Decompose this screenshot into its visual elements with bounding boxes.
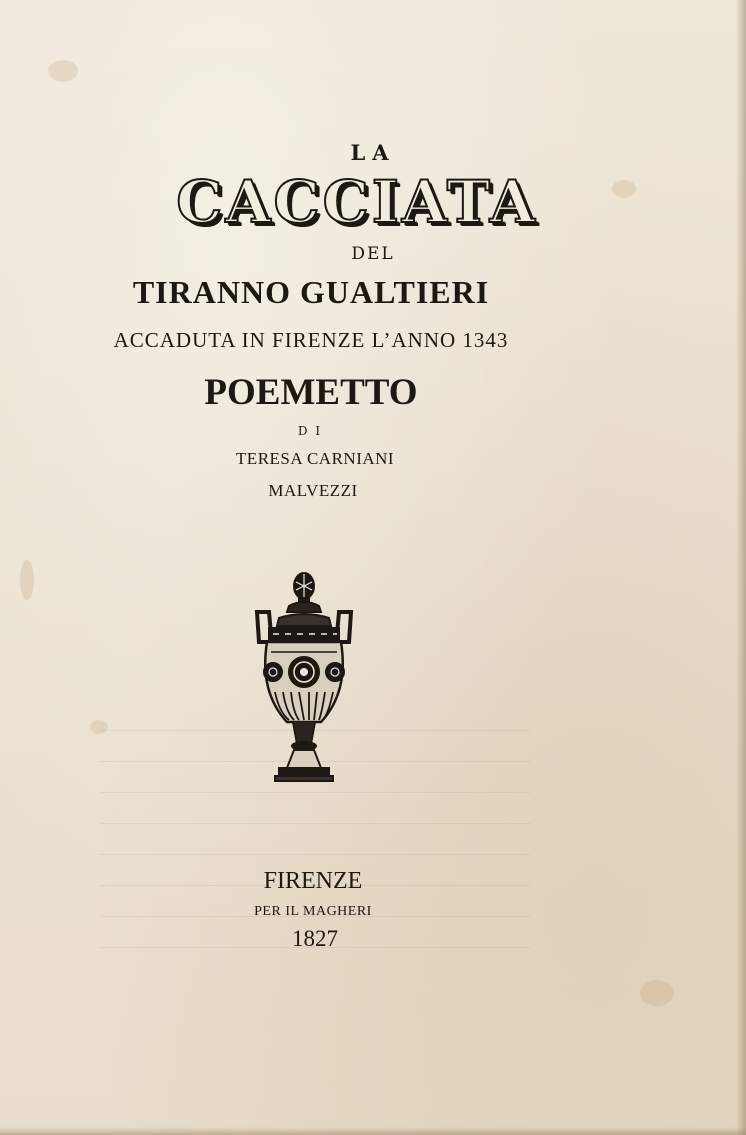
title-subtitle: ACCADUTA IN FIRENZE L’ANNO 1343 [113,328,509,352]
imprint-year: 1827 [292,926,338,951]
author-surname: MALVEZZI [268,481,358,500]
title-subject: TIRANNO GUALTIERI [132,274,490,310]
author-preposition: DI [297,424,329,438]
title-main: CACCIATA [176,168,538,236]
imprint-printer: PER IL MAGHERI [254,904,372,919]
title-article: LA [350,140,396,165]
page-edge-right [736,0,746,1135]
imprint-city: FIRENZE [263,868,363,894]
page-edge-bottom [0,1127,746,1135]
foxing-stain [48,60,78,82]
urn-vignette-icon [249,572,359,792]
foxing-stain [640,980,674,1006]
author-name: TERESA CARNIANI [235,449,395,468]
foxing-stain [20,560,34,600]
title-preposition: DEL [351,244,395,264]
title-genre: POEMETTO [204,372,418,413]
